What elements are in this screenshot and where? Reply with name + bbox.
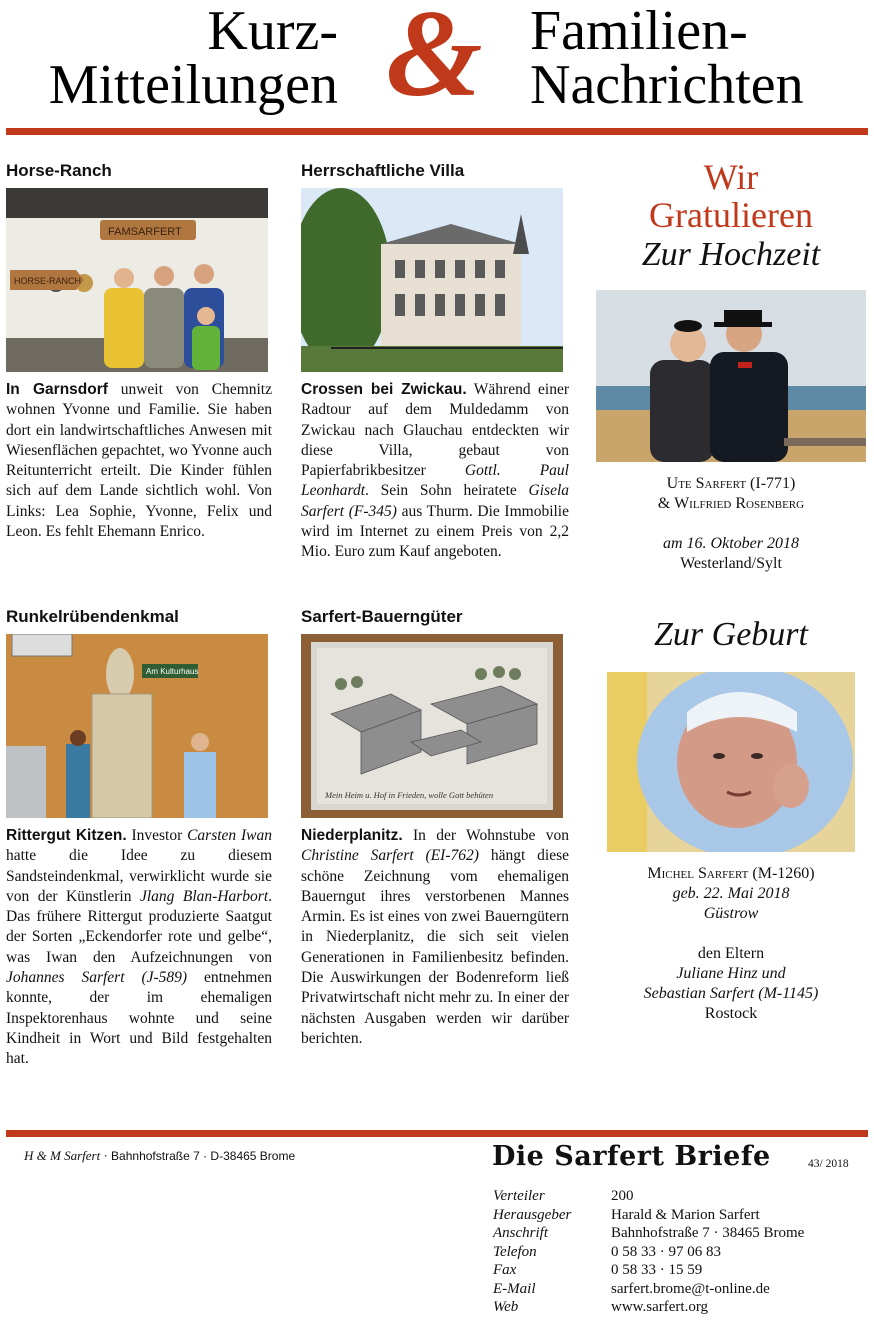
article-bauerngueter [301, 606, 569, 1092]
article-title: Horse-Ranch [6, 161, 112, 180]
congratulations-column [596, 158, 866, 574]
birth-place: Güstrow [703, 905, 759, 922]
article-title: Runkelrübendenkmal [6, 607, 179, 626]
birth-heading: Zur Geburt [654, 616, 808, 653]
person-name: Jlang Blan-Harbort [139, 887, 269, 905]
horse-ranch-photo [6, 188, 268, 372]
article-lead: Rittergut Kitzen. [6, 827, 127, 844]
masthead-right [530, 0, 804, 116]
article-lead: In Garnsdorf [6, 381, 108, 398]
wedding-name-line1: Ute Sarfert (I-771) [666, 475, 796, 492]
villa-photo [301, 188, 563, 372]
sender-address: Bahnhofstraße 7 · D-38465 Brome [111, 1149, 296, 1163]
sender-names: H & M Sarfert [24, 1148, 101, 1163]
top-rule [6, 128, 868, 135]
wedding-photo [596, 290, 866, 462]
article-text: . Sein Sohn heiratete [365, 482, 529, 500]
person-name: Johannes Sarfert (J-589) [6, 969, 188, 987]
article-lead: Crossen bei Zwickau. [301, 381, 467, 398]
imprint-row [493, 1280, 804, 1299]
article-text: Investor [126, 827, 188, 844]
baby-photo [607, 672, 855, 852]
imprint-key: Verteiler [493, 1188, 545, 1204]
article-villa [301, 160, 569, 590]
imprint-value: sarfert.brome@t-online.de [611, 1280, 770, 1297]
masthead [0, 0, 874, 128]
person-name: Gisela Sarfert (F-345) [301, 482, 569, 520]
baby-name: Michel Sarfert (M-1260) [647, 865, 815, 882]
street-sign-text: Am Kulturhaus [146, 667, 199, 676]
masthead-mitteilungen: Mitteilungen [48, 54, 338, 116]
bottom-rule [6, 1130, 868, 1137]
imprint-row [493, 1187, 804, 1206]
wedding-name-line2: & Wilfried Rosenberg [657, 495, 805, 512]
wedding-heading: Zur Hochzeit [641, 236, 821, 273]
article-body [6, 380, 272, 590]
article-text: entnehmen konnte, der im ehemaligen Inspektorenhaus wohnte und seine Kindheit in Wort und Bild festgehalten hat. [6, 969, 272, 1068]
imprint-value: 0 58 33 · 15 59 [611, 1262, 703, 1278]
farm-drawing-photo [301, 634, 563, 818]
imprint-value: www.sarfert.org [611, 1299, 709, 1315]
imprint-value: Harald & Marion Sarfert [611, 1206, 760, 1223]
parents-place: Rostock [704, 1005, 758, 1022]
person-name: Christine Sarfert (EI-762) [301, 847, 479, 865]
wedding-place: Westerland/Sylt [680, 555, 782, 572]
article-text: hängt diese schöne Zeichnung vom ehemaligen Bauerngut ihres verstorbenen Mannes Armin. Es ist eines von zwei Bauerngütern in Niederplanitz, die sich seit vielen Generationen in Familienbesitz befinden. Die Auswirkungen der Bodenreform ließ Privatwirtschaft nicht mehr zu. In einer der nächsten Ausgaben werden wir darüber berichten. [301, 847, 569, 1047]
imprint-table [493, 1187, 804, 1317]
parent-father: Sebastian Sarfert (M-1145) [643, 985, 819, 1002]
farm-drawing-illustration [301, 634, 563, 818]
wedding-illustration [596, 290, 866, 462]
parents-label: den Eltern [697, 945, 765, 962]
masthead-nachrichten: Nachrichten [530, 54, 804, 116]
person-name: Gottl. Paul Leonhardt [301, 462, 569, 500]
masthead-left [48, 0, 338, 116]
article-lead: Niederplanitz. [301, 827, 403, 844]
wir-heading: Wir [703, 157, 759, 197]
article-title: Herrschaftliche Villa [301, 161, 465, 180]
article-body [6, 826, 272, 1092]
issue-number: 43/ 2018 [808, 1158, 849, 1170]
imprint-key: Anschrift [493, 1225, 548, 1241]
imprint-value: 0 58 33 · 97 06 83 [611, 1243, 721, 1260]
imprint-key: E-Mail [493, 1280, 536, 1297]
drawing-caption-text: Mein Heim u. Hof in Frieden, wolle Gott behüten [325, 790, 494, 800]
parent-mother: Juliane Hinz und [676, 965, 786, 982]
person-name: Carsten Iwan [187, 827, 273, 844]
article-runkelruebendenkmal [6, 606, 272, 1092]
imprint-row [493, 1298, 804, 1317]
gratulieren-heading: Gratulieren [649, 195, 813, 235]
newsletter-title: Die Sarfert Briefe [492, 1141, 771, 1172]
sender-line [24, 1148, 295, 1164]
ranch-sign-left-text: HORSE-RANCH [14, 276, 82, 286]
article-horse-ranch [6, 160, 272, 590]
article-text: Während einer Radtour auf dem Muldedamm von Zwickau nach Glauchau entdeckten wir diese Villa, gebaut von Papierfabrikbesitzer [301, 381, 569, 480]
masthead-familien: Familien- [530, 0, 748, 62]
imprint-value: Bahnhofstraße 7 · 38465 Brome [611, 1225, 805, 1241]
article-text: hatte die Idee zu diesem Sandsteindenkmal, verwirklicht wurde sie von der Künstlerin [6, 847, 272, 905]
article-text: unweit von Chemnitz wohnen Yvonne und Familie. Sie haben dort ein landwirtschaftliches Anwesen mit Wiesenflächen gepachtet, wo Yvonne auch Reitunterricht erteilt. Die Kinder fühlen sich auf dem Lande sichtlich wohl. Von Links: Lea Sophie, Yvonne, Felix und Leon. Es fehlt Ehemann Enrico. [6, 381, 272, 541]
article-text: . Das frühere Rittergut produzierte Saatgut der Sorten „Eckendorfer rote und gelbe“, was Iwan den Aufzeichnungen von [6, 887, 273, 966]
imprint-key: Web [493, 1299, 519, 1315]
masthead-kurz: Kurz- [207, 0, 338, 62]
article-text: In der Wohnstube von [402, 827, 569, 844]
article-body [301, 826, 569, 1092]
masthead-ampersand: & [386, 0, 483, 122]
horse-ranch-illustration [6, 188, 268, 372]
imprint-key: Fax [493, 1262, 517, 1278]
baby-illustration [607, 672, 855, 852]
runkel-monument-photo [6, 634, 268, 818]
imprint-row [493, 1224, 804, 1243]
imprint-key: Herausgeber [493, 1206, 572, 1223]
imprint-row [493, 1206, 804, 1225]
imprint-row [493, 1261, 804, 1280]
monument-illustration [6, 634, 268, 818]
ranch-sign-top-text: FAMSARFERT [108, 226, 182, 238]
article-text: aus Thurm. Die Immobilie wird im Internet zu einem Preis von 2,2 Mio. Euro zum Kauf angeboten. [301, 502, 569, 561]
article-title: Sarfert-Bauerngüter [301, 607, 463, 626]
sender-separator: · [100, 1148, 112, 1163]
imprint-row [493, 1243, 804, 1262]
imprint-key: Telefon [493, 1243, 537, 1260]
wedding-date: am 16. Oktober 2018 [663, 535, 799, 552]
birth-date: geb. 22. Mai 2018 [672, 885, 790, 902]
birth-section [596, 616, 866, 1024]
villa-illustration [301, 188, 563, 372]
article-body [301, 380, 569, 590]
imprint-value: 200 [611, 1188, 634, 1204]
